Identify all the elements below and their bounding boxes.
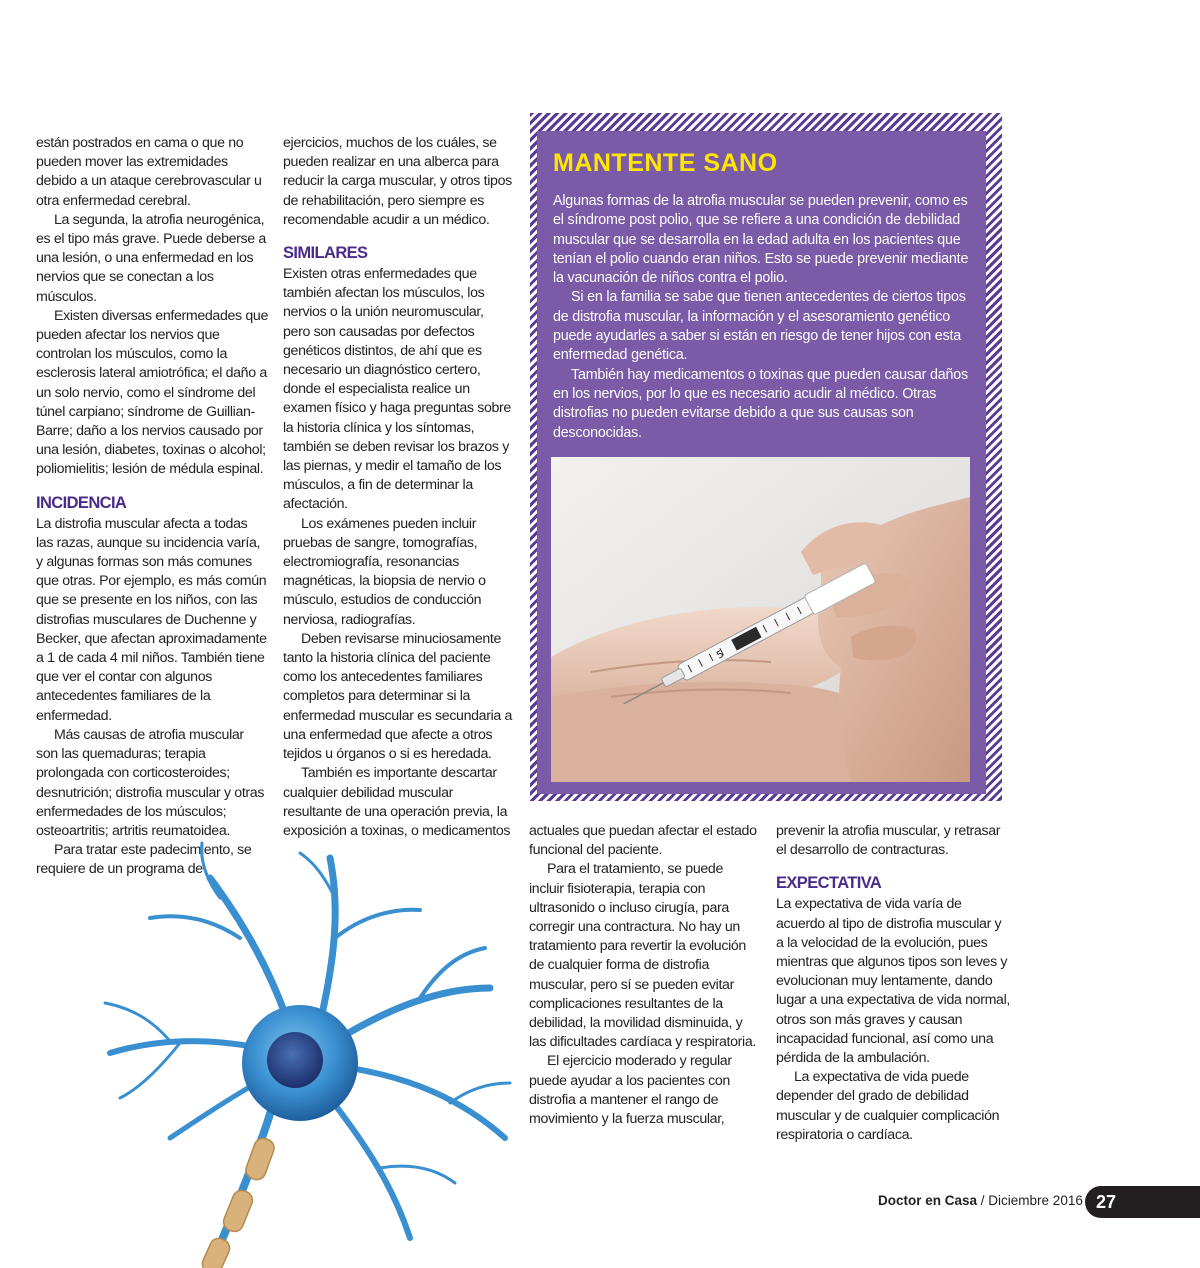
section-heading-similares: SIMILARES	[283, 244, 368, 263]
article-column-1	[36, 134, 268, 880]
section-heading-incidencia: INCIDENCIA	[36, 493, 127, 512]
page-number: 27	[1096, 1192, 1117, 1212]
paragraph: Para tratar este padecimiento, se requiere de un programa de	[36, 842, 252, 878]
paragraph: La expectativa de vida puede depender del grado de debilidad muscular y de cualquier complicación respiratoria o cardíaca.	[776, 1069, 1000, 1143]
paragraph: Algunas formas de la atrofia muscular se pueden prevenir, como es el síndrome post polio, que se refiere a una condición de debilidad muscular que se desarrolla en la edad adulta en los pacientes que tenían el polio cuando eran niños. Esto se puede prevenir mediante la vacunación de niños contra el polio.	[553, 193, 969, 287]
footer-publication	[878, 1193, 1083, 1208]
footer-separator: /	[977, 1193, 989, 1208]
magazine-name: Doctor en Casa	[878, 1193, 978, 1208]
sidebar-body	[553, 192, 973, 443]
paragraph: Deben revisarse minuciosamente tanto la historia clínica del paciente como los antecedentes familiares completos para determinar si la enfermedad muscular es secundaria a una enfermedad que afecte a otros tejidos u órganos o si es heredada.	[283, 630, 513, 763]
paragraph: actuales que puedan afectar el estado funcional del paciente.	[529, 823, 757, 859]
paragraph: Más causas de atrofia muscular son las quemaduras; terapia prolongada con corticosteroides; desnutrición; distrofia muscular y otras enfermedades de los músculos; osteoartritis; artritis reumatoidea.	[36, 726, 265, 839]
paragraph: Existen diversas enfermedades que pueden afectar los nervios que controlan los músculos, como la esclerosis lateral amiotrófica; el daño a un solo nervio, como el síndrome del túnel carpiano; síndrome de Guillian-Barre; daño a los nervios causado por una lesión, diabetes, toxinas o alcohol; poliomielitis; lesión de médula espinal.	[36, 307, 269, 478]
paragraph: También hay medicamentos o toxinas que pueden causar daños en los nervios, por lo que es necesario acudir al médico. Otras distrofias no pueden evitarse debido a que sus causas son desconocidas.	[553, 366, 968, 441]
article-column-3	[529, 822, 761, 1129]
paragraph: Existen otras enfermedades que también afectan los músculos, los nervios o la unión neuromuscular, pero son causadas por defectos genéticos distintos, de ahí que es necesario un diagnóstico certero, donde el especialista realice un examen físico y haga preguntas sobre la historia clínica y los síntomas, también se deben revisar los brazos y las piernas, y medir el tamaño de los músculos, a fin de determinar la afectación.	[283, 266, 511, 513]
article-column-2	[283, 134, 513, 841]
paragraph: Si en la familia se sabe que tienen antecedentes de ciertos tipos de distrofia muscular, la información y el asesoramiento genético puede ayudarles a saber si están en riesgo de tener hijos con esta enfermedad genética.	[553, 289, 966, 364]
syringe-injection-photo	[551, 457, 970, 782]
paragraph: Los exámenes pueden incluir pruebas de sangre, tomografías, electromiografía, resonancias magnéticas, la biopsia de nervio o músculo, estudios de conducción nerviosa, radiografías.	[283, 515, 486, 628]
paragraph: prevenir la atrofia muscular, y retrasar el desarrollo de contracturas.	[776, 823, 1001, 859]
paragraph: La distrofia muscular afecta a todas las razas, aunque su incidencia varía, y algunas formas son más comunes que otras. Por ejemplo, es más común que se presente en los niños, con las distrofias musculares de Duchenne y Becker, que afectan aproximadamente a 1 de cada 4 mil niños. También tiene que ver el contar con algunos antecedentes familiares de la enfermedad.	[36, 515, 267, 724]
syringe-mark: 5	[714, 648, 726, 662]
paragraph: Para el tratamiento, se puede incluir fisioterapia, terapia con ultrasonido o incluso cirugía, para corregir una contractura. No hay un tratamiento para revertir la evolución de cualquier forma de distrofia muscular, pero sí se pueden evitar complicaciones resultantes de la debilidad, la movilidad disminuida, y las dificultades cardíaca y respiratoria.	[529, 861, 756, 1051]
paragraph: También es importante descartar cualquier debilidad muscular resultante de una operación previa, la exposición a toxinas, o medicamentos	[283, 765, 511, 839]
paragraph: La expectativa de vida varía de acuerdo al tipo de distrofia muscular y a la velocidad de la evolución, pues mientras que algunos tipos son leves y evolucionan muy lentamente, dando lugar a una expectativa de vida normal, otros son más graves y causan incapacidad funcional, así como una pérdida de la ambulación.	[776, 896, 1010, 1067]
paragraph: El ejercicio moderado y regular puede ayudar a los pacientes con distrofia a mantener el rango de movimiento y la fuerza muscular,	[529, 1053, 732, 1128]
paragraph: La segunda, la atrofia neurogénica, es el tipo más grave. Puede deberse a una lesión, o una enfermedad en los nervios que se conectan a los músculos.	[36, 211, 266, 305]
section-heading-expectativa: EXPECTATIVA	[776, 874, 882, 893]
article-column-4	[776, 822, 1012, 1145]
paragraph: ejercicios, muchos de los cuáles, se pueden realizar en una alberca para reducir la carga muscular, y otros tipos de rehabilitación, pero siempre es recomendable acudir a un médico.	[283, 135, 512, 228]
neuron-illustration	[90, 838, 520, 1268]
paragraph: están postrados en cama o que no pueden mover las extremidades debido a un ataque cerebrovascular u otra enfermedad cerebral.	[36, 135, 262, 209]
issue-date: Diciembre 2016	[988, 1193, 1083, 1208]
syringe-illustration	[551, 457, 970, 782]
sidebar-title: MANTENTE SANO	[553, 149, 778, 177]
